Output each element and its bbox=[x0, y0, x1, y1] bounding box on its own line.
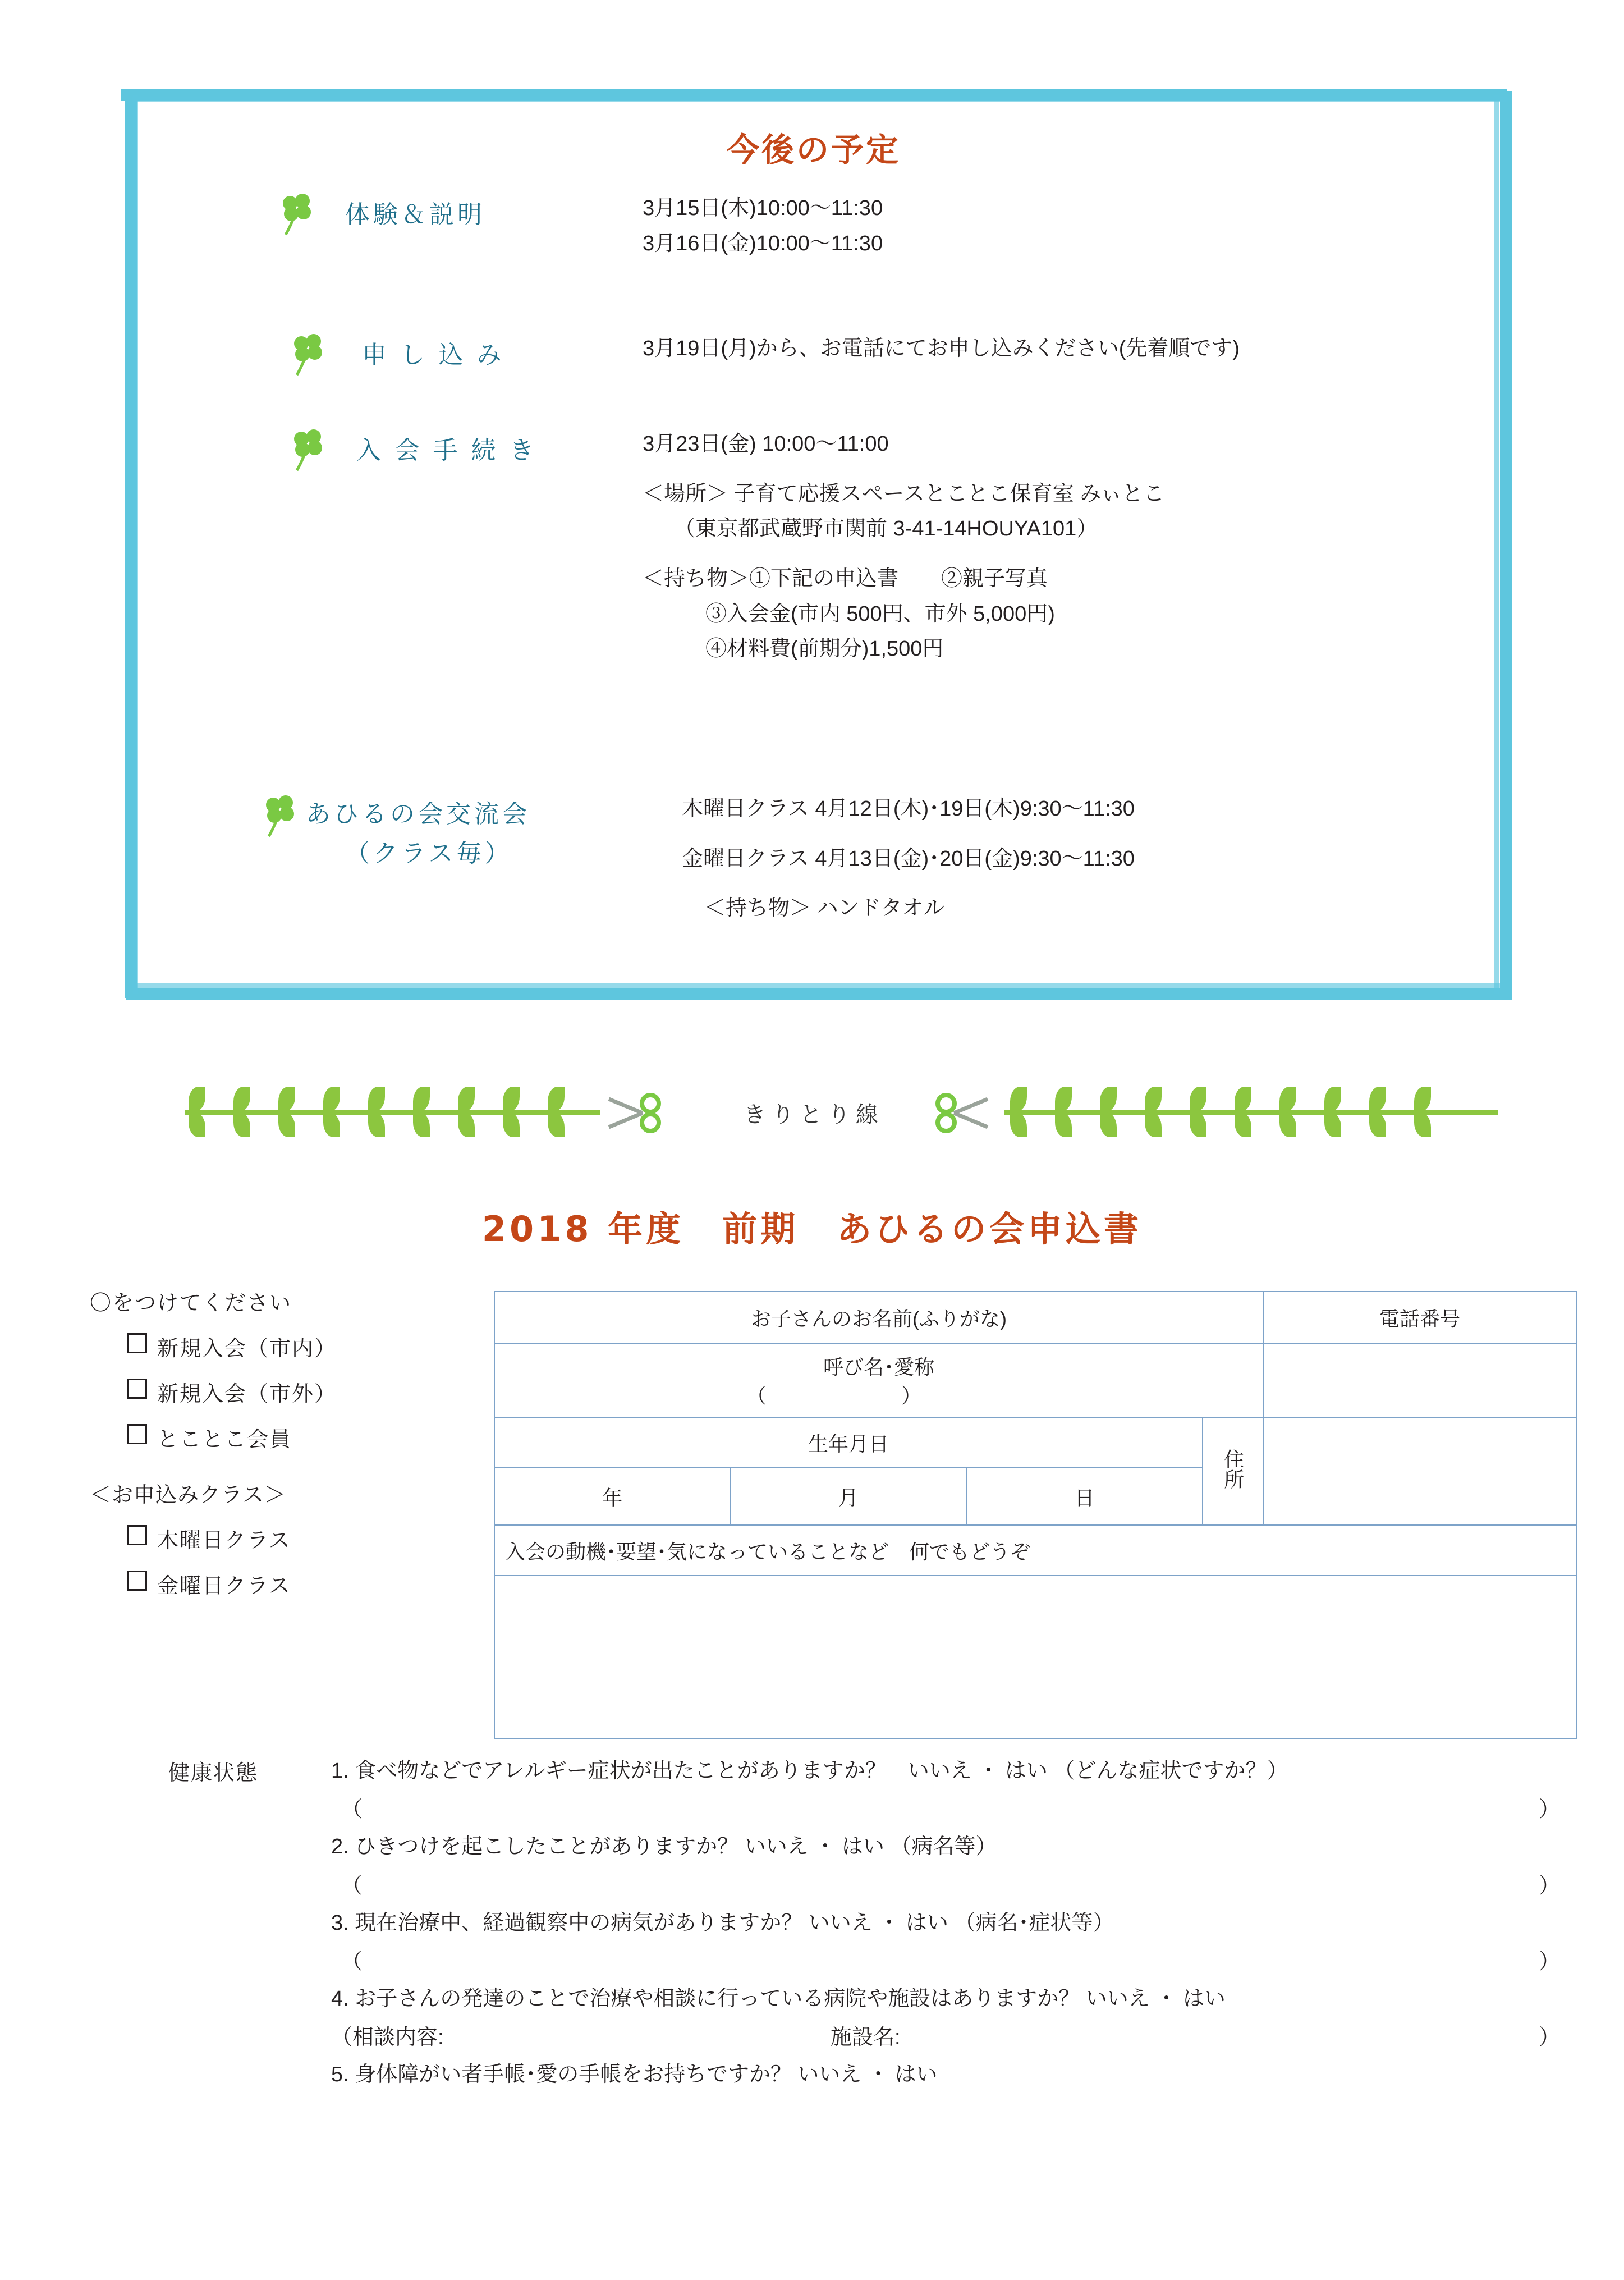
paren-close: ） bbox=[1538, 1798, 1560, 1822]
row-line: 3月19日(月)から、お電話にてお申し込みください(先着順です) bbox=[643, 337, 1240, 360]
address-input-cell[interactable] bbox=[1263, 1417, 1576, 1525]
address-label bbox=[1203, 1417, 1263, 1525]
leaf-icon bbox=[1414, 1087, 1431, 1111]
leaf-icon bbox=[1369, 1087, 1386, 1111]
leaf-icon bbox=[1324, 1112, 1341, 1137]
leaf-icon bbox=[503, 1112, 520, 1137]
schedule-section bbox=[121, 62, 1524, 1016]
table-row bbox=[494, 1576, 1576, 1738]
leaf-icon bbox=[548, 1087, 565, 1111]
leaf-icon bbox=[1145, 1112, 1162, 1137]
scissors-icon bbox=[603, 1093, 665, 1133]
leaf-icon bbox=[1100, 1112, 1117, 1137]
class-section-heading: ＜お申込みクラス＞ bbox=[90, 1484, 286, 1507]
leaf-icon bbox=[368, 1087, 385, 1111]
frame-bottom-edge bbox=[126, 988, 1512, 1000]
row-line: 3月15日(木)10:00〜11:30 bbox=[643, 196, 883, 220]
check-label: とことこ会員 bbox=[157, 1428, 292, 1452]
nickname-parens bbox=[505, 1380, 1253, 1409]
leaf-icon bbox=[1324, 1087, 1341, 1111]
row-line: （東京都武蔵野市関前 3-41-14HOUYA101） bbox=[674, 517, 1098, 541]
nickname-label: 呼び名･愛称 bbox=[823, 1356, 934, 1379]
row-line: ④材料費(前期分)1,500円 bbox=[705, 637, 944, 661]
leaf-icon bbox=[1235, 1112, 1251, 1137]
application-form-table bbox=[494, 1291, 1577, 1739]
schedule-title: 今後の予定 bbox=[726, 131, 901, 169]
paren-close: ） bbox=[1538, 2026, 1560, 2050]
check-row-new-member-outside[interactable] bbox=[90, 1376, 516, 1407]
leaf-icon bbox=[1190, 1112, 1206, 1137]
leaf-icon bbox=[1414, 1112, 1431, 1137]
row-line: ＜持ち物＞ ハンドタオル bbox=[704, 896, 945, 921]
birth-year-cell[interactable]: 年 bbox=[494, 1468, 731, 1525]
table-row bbox=[494, 1525, 1576, 1576]
clover-icon bbox=[261, 795, 297, 839]
health-answer-field[interactable] bbox=[331, 2023, 1566, 2055]
address-label-text: 住所 bbox=[1221, 1449, 1245, 1490]
leaf-icon bbox=[189, 1112, 205, 1137]
leaf-icon bbox=[189, 1087, 205, 1111]
checkbox-icon[interactable] bbox=[127, 1379, 147, 1399]
child-name-header: お子さんのお名前(ふりがな) bbox=[494, 1292, 1263, 1343]
leaf-icon bbox=[458, 1112, 475, 1137]
row-label: 体験＆説明 bbox=[345, 201, 485, 228]
paren-open: （ bbox=[341, 1798, 363, 1822]
frame-right-edge bbox=[1500, 91, 1512, 999]
health-section-label: 健康状態 bbox=[168, 1761, 259, 1785]
row-body bbox=[643, 331, 1240, 367]
health-answer-field[interactable] bbox=[331, 1796, 1566, 1827]
check-label: 木曜日クラス bbox=[157, 1529, 291, 1553]
scissors-icon bbox=[932, 1093, 993, 1133]
table-row bbox=[494, 1343, 1576, 1417]
row-line: ＜場所＞ 子育て応援スペースとことこ保育室 みぃとこ bbox=[643, 482, 1165, 506]
leaf-icon bbox=[368, 1112, 385, 1137]
cut-line-label: きりとり線 bbox=[744, 1102, 884, 1127]
leaf-icon bbox=[1235, 1087, 1251, 1111]
row-line: ③入会金(市内 500円、市外 5,000円) bbox=[705, 602, 1055, 626]
paren-close: ） bbox=[901, 1384, 922, 1407]
leaf-icon bbox=[1279, 1112, 1296, 1137]
health-question: 1. 食べ物などでアレルギー症状が出たことがありますか？ いいえ ・ はい （どんな症状ですか？） bbox=[331, 1759, 1288, 1783]
leaf-icon bbox=[1190, 1087, 1206, 1111]
vine-left bbox=[185, 1110, 600, 1115]
check-label: 新規入会（市内） bbox=[157, 1337, 337, 1361]
paren-open: （ bbox=[746, 1384, 767, 1407]
check-row-friday-class[interactable] bbox=[90, 1568, 516, 1599]
phone-header: 電話番号 bbox=[1263, 1292, 1576, 1343]
leaf-icon bbox=[1369, 1112, 1386, 1137]
note-input-cell[interactable] bbox=[494, 1576, 1576, 1738]
leaf-icon bbox=[503, 1087, 520, 1111]
row-label: 入 会 手 続 き bbox=[356, 437, 538, 464]
clover-icon bbox=[289, 333, 325, 377]
row-line: ＜持ち物＞①下記の申込書 ②親子写真 bbox=[643, 567, 1048, 591]
nickname-cell[interactable] bbox=[494, 1343, 1263, 1417]
check-label: 金曜日クラス bbox=[157, 1574, 291, 1598]
row-line: 木曜日クラス 4月12日(木)･19日(木)9:30〜11:30 bbox=[682, 797, 1135, 821]
leaf-icon bbox=[233, 1087, 250, 1111]
checkbox-icon[interactable] bbox=[127, 1525, 147, 1545]
row-label-second: （クラス毎） bbox=[345, 840, 513, 867]
leaf-icon bbox=[413, 1087, 430, 1111]
leaf-icon bbox=[1055, 1087, 1072, 1111]
row-body bbox=[682, 791, 1135, 926]
paren-open: （ bbox=[341, 1874, 363, 1898]
facility-name-label: 施設名: bbox=[831, 2026, 901, 2050]
paren-close: ） bbox=[1538, 1949, 1560, 1974]
cut-line-section bbox=[0, 1083, 1624, 1156]
row-line: 金曜日クラス 4月13日(金)･20日(金)9:30〜11:30 bbox=[682, 846, 1135, 871]
checkbox-panel bbox=[90, 1285, 516, 1599]
frame-left-edge-inner bbox=[133, 95, 138, 994]
row-body bbox=[643, 427, 1164, 667]
health-question: 4. お子さんの発達のことで治療や相談に行っている病院や施設はありますか？ いいえ ・ はい bbox=[331, 1986, 1226, 2011]
row-line: 3月23日(金) 10:00〜11:00 bbox=[643, 432, 889, 456]
leaf-icon bbox=[548, 1112, 565, 1137]
health-question: 2. ひきつけを起こしたことがありますか？ いいえ ・ はい （病名等） bbox=[331, 1835, 997, 1859]
leaf-icon bbox=[1055, 1112, 1072, 1137]
frame-top-edge-inner bbox=[132, 97, 1507, 102]
health-answer-field[interactable] bbox=[331, 1948, 1566, 1979]
leaf-icon bbox=[233, 1112, 250, 1137]
leaf-icon bbox=[1100, 1087, 1117, 1111]
leaf-icon bbox=[323, 1087, 340, 1111]
leaf-icon bbox=[413, 1112, 430, 1137]
birth-month-cell[interactable]: 月 bbox=[731, 1468, 967, 1525]
row-line: 3月16日(金)10:00〜11:30 bbox=[643, 231, 883, 255]
checkbox-icon[interactable] bbox=[127, 1571, 147, 1591]
leaf-icon bbox=[323, 1112, 340, 1137]
leaf-icon bbox=[1279, 1087, 1296, 1111]
clover-icon bbox=[278, 193, 314, 237]
checkbox-icon[interactable] bbox=[127, 1424, 147, 1444]
check-row-thursday-class[interactable] bbox=[90, 1523, 516, 1554]
checkbox-hint: 〇をつけてください bbox=[90, 1292, 292, 1315]
clover-icon bbox=[289, 429, 325, 473]
check-row-new-member-inside[interactable] bbox=[90, 1331, 516, 1362]
leaf-icon bbox=[1010, 1087, 1027, 1111]
leaf-icon bbox=[278, 1112, 295, 1137]
birth-day-cell[interactable]: 日 bbox=[966, 1468, 1203, 1525]
paren-close: ） bbox=[1538, 1874, 1560, 1898]
form-title: 2018 年度 前期 あひるの会申込書 bbox=[481, 1208, 1143, 1249]
note-header: 入会の動機･要望･気になっていることなど 何でもどうぞ bbox=[494, 1525, 1576, 1576]
row-body bbox=[643, 191, 883, 261]
row-label: 申 し 込 み bbox=[362, 341, 505, 369]
row-label: あひるの会交流会 bbox=[306, 800, 530, 828]
leaf-icon bbox=[278, 1087, 295, 1111]
health-question: 5. 身体障がい者手帳･愛の手帳をお持ちですか？ いいえ ・ はい bbox=[331, 2063, 938, 2087]
check-label: 新規入会（市外） bbox=[157, 1382, 337, 1406]
leaf-icon bbox=[458, 1087, 475, 1111]
table-row bbox=[494, 1417, 1576, 1468]
leaf-icon bbox=[1010, 1112, 1027, 1137]
health-answer-field[interactable] bbox=[331, 1872, 1566, 1903]
leaf-icon bbox=[1145, 1087, 1162, 1111]
table-row bbox=[494, 1292, 1576, 1343]
checkbox-icon[interactable] bbox=[127, 1333, 147, 1353]
paren-open: （ bbox=[341, 1949, 363, 1974]
health-question-list bbox=[331, 1757, 1566, 2099]
health-question: 3. 現在治療中、経過観察中の病気がありますか？ いいえ ・ はい （病名･症状等） bbox=[331, 1911, 1114, 1935]
check-row-tokotoko-member[interactable] bbox=[90, 1422, 516, 1453]
frame-bottom-edge-inner bbox=[132, 983, 1501, 988]
frame-right-edge-inner bbox=[1494, 95, 1499, 994]
birthdate-header: 生年月日 bbox=[494, 1417, 1203, 1468]
phone-input-cell[interactable] bbox=[1263, 1343, 1576, 1417]
consult-content-label: （相談内容: bbox=[331, 2026, 444, 2050]
